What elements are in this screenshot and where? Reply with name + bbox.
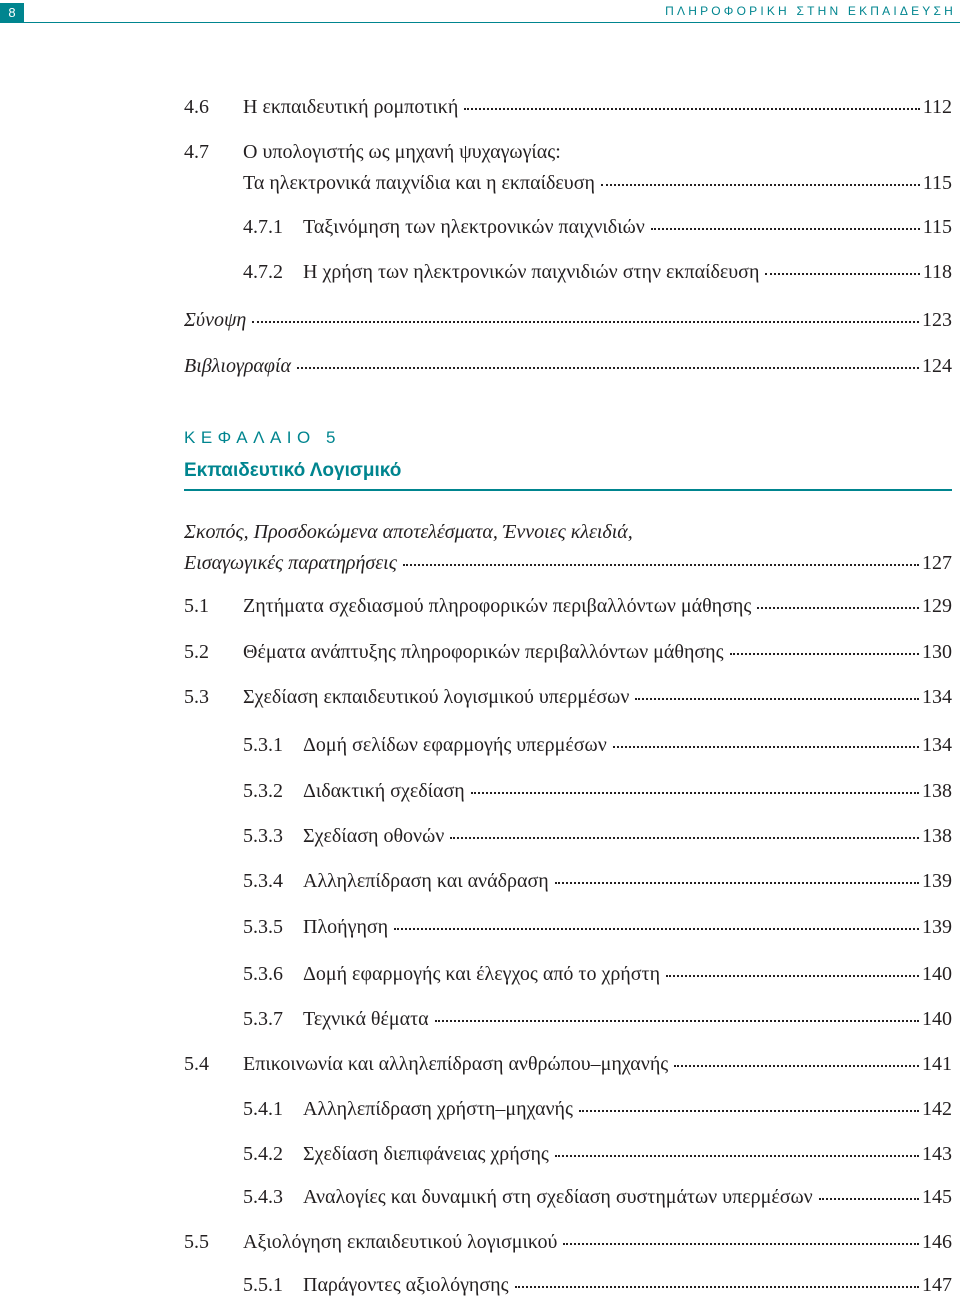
toc-title: Θέματα ανάπτυξης πληροφορικών περιβαλλόντων μάθησης: [243, 641, 724, 663]
dot-leader: [464, 107, 919, 110]
dot-leader: [252, 320, 919, 323]
toc-page: 138: [922, 780, 952, 802]
toc-entry: [0, 912, 960, 942]
toc-page: 123: [922, 309, 952, 331]
toc-number: 5.5.1: [243, 1274, 283, 1296]
toc-entry: [0, 351, 960, 381]
chapter-label: ΚΕΦΑΛΑΙΟ 5: [184, 428, 341, 447]
toc-entry: [0, 866, 960, 896]
running-head: ΠΛΗΡΟΦΟΡΙΚΗ ΣΤΗΝ ΕΚΠΑΙΔΕΥΣΗ: [665, 4, 956, 18]
toc-number: 5.3: [184, 686, 209, 708]
toc-title: Πλοήγηση: [303, 916, 389, 938]
toc-title: Βιβλιογραφία: [184, 355, 292, 377]
dot-leader: [579, 1109, 919, 1112]
dot-leader: [403, 563, 919, 566]
toc-number: 5.2: [184, 641, 209, 663]
toc-number: 5.3.5: [243, 916, 283, 938]
toc-number: 4.7.1: [243, 216, 283, 238]
dot-leader: [515, 1285, 919, 1288]
toc-title: Αξιολόγηση εκπαιδευτικού λογισμικού: [243, 1231, 558, 1253]
toc-title: Παράγοντες αξιολόγησης: [303, 1274, 509, 1296]
toc-entry: [0, 92, 960, 122]
toc-entry: [0, 548, 960, 578]
toc-page: 127: [922, 552, 952, 574]
toc-page: 115: [922, 172, 952, 194]
toc-number: 5.4: [184, 1053, 209, 1075]
toc-entry: [0, 1270, 960, 1300]
dot-leader: [471, 791, 919, 794]
toc-title: Τεχνικά θέματα: [303, 1008, 429, 1030]
toc-title: Ταξινόμηση των ηλεκτρονικών παιχνιδιών: [303, 216, 645, 238]
toc-title: Τα ηλεκτρονικά παιχνίδια και η εκπαίδευση: [243, 172, 595, 194]
page-header: [0, 0, 960, 22]
toc-number: 5.5: [184, 1231, 209, 1253]
dot-leader: [450, 836, 919, 839]
toc-entry: [0, 168, 960, 198]
header-rule: [0, 22, 960, 23]
toc-page: 139: [922, 870, 952, 892]
toc-number: 4.7: [184, 141, 209, 163]
toc-number: 5.4.2: [243, 1143, 283, 1165]
toc-title: Δομή εφαρμογής και έλεγχος από το χρήστη: [303, 963, 661, 985]
dot-leader: [555, 881, 919, 884]
toc-entry: [0, 1227, 960, 1257]
toc-entry: [0, 959, 960, 989]
toc-title: Η χρήση των ηλεκτρονικών παιχνιδιών στην εκπαίδευση: [303, 261, 760, 283]
toc-page: 134: [922, 734, 952, 756]
toc-entry: [0, 305, 960, 335]
dot-leader: [819, 1197, 919, 1200]
toc-page: 146: [922, 1231, 952, 1253]
toc-entry: [0, 730, 960, 760]
toc-page: 118: [922, 261, 952, 283]
toc-number: 5.3.4: [243, 870, 283, 892]
toc-title: Σχεδίαση εκπαιδευτικού λογισμικού υπερμέσων: [243, 686, 630, 708]
toc-page: 140: [922, 1008, 952, 1030]
dot-leader: [651, 227, 920, 230]
toc-number: 5.3.6: [243, 963, 283, 985]
toc-page: 112: [922, 96, 952, 118]
toc-title: Σύνοψη: [184, 309, 247, 331]
dot-leader: [297, 366, 919, 369]
dot-leader: [394, 927, 919, 930]
toc-entry: [0, 137, 960, 167]
toc-entry: [0, 637, 960, 667]
toc-number: 5.1: [184, 595, 209, 617]
toc-title: Αλληλεπίδραση χρήστη–μηχανής: [303, 1098, 573, 1120]
toc-page: 124: [922, 355, 952, 377]
dot-leader: [555, 1154, 919, 1157]
toc-number: 5.4.1: [243, 1098, 283, 1120]
dot-leader: [730, 652, 919, 655]
dot-leader: [674, 1064, 919, 1067]
dot-leader: [601, 183, 920, 186]
toc-number: 5.3.3: [243, 825, 283, 847]
dot-leader: [666, 974, 919, 977]
page-number: 8: [0, 3, 24, 22]
dot-leader: [613, 745, 919, 748]
toc-entry: [0, 1094, 960, 1124]
toc-number: 4.7.2: [243, 261, 283, 283]
toc-page: 115: [922, 216, 952, 238]
dot-leader: [757, 606, 919, 609]
toc-entry: [0, 1139, 960, 1169]
toc-title: Ζητήματα σχεδιασμού πληροφορικών περιβαλλόντων μάθησης: [243, 595, 752, 617]
toc-title: Σχεδίαση διεπιφάνειας χρήσης: [303, 1143, 549, 1165]
dot-leader: [765, 272, 919, 275]
toc-entry: [0, 591, 960, 621]
dot-leader: [563, 1242, 919, 1245]
chapter-rule: [184, 489, 952, 491]
toc-number: 5.3.1: [243, 734, 283, 756]
toc-page: 139: [922, 916, 952, 938]
toc-title: Σχεδίαση οθονών: [303, 825, 445, 847]
toc-page: 147: [922, 1274, 952, 1296]
chapter-intro-line1: Σκοπός, Προσδοκώμενα αποτελέσματα, Έννοιες κλειδιά,: [184, 521, 633, 543]
toc-number: 4.6: [184, 96, 209, 118]
toc-page: 142: [922, 1098, 952, 1120]
toc-title: Εισαγωγικές παρατηρήσεις: [184, 552, 397, 574]
toc-title: Η εκπαιδευτική ρομποτική: [243, 96, 459, 118]
toc-page: 141: [922, 1053, 952, 1075]
toc-entry: [0, 1049, 960, 1079]
toc-page: 143: [922, 1143, 952, 1165]
toc-page: 134: [922, 686, 952, 708]
toc-title: Επικοινωνία και αλληλεπίδραση ανθρώπου–μηχανής: [243, 1053, 669, 1075]
toc-entry: [0, 212, 960, 242]
toc-entry: [0, 682, 960, 712]
dot-leader: [435, 1019, 919, 1022]
toc-page: 138: [922, 825, 952, 847]
toc-number: 5.4.3: [243, 1186, 283, 1208]
toc-title: Διδακτική σχεδίαση: [303, 780, 465, 802]
toc-title: Δομή σελίδων εφαρμογής υπερμέσων: [303, 734, 607, 756]
toc-entry: [0, 1182, 960, 1212]
toc-number: 5.3.2: [243, 780, 283, 802]
toc-title: Αλληλεπίδραση και ανάδραση: [303, 870, 549, 892]
toc-entry: [0, 1004, 960, 1034]
toc-page: 145: [922, 1186, 952, 1208]
toc-number: 5.3.7: [243, 1008, 283, 1030]
toc-page: 129: [922, 595, 952, 617]
dot-leader: [635, 697, 919, 700]
toc-title: Αναλογίες και δυναμική στη σχεδίαση συστημάτων υπερμέσων: [303, 1186, 813, 1208]
toc-entry: [0, 257, 960, 287]
toc-title: Ο υπολογιστής ως μηχανή ψυχαγωγίας:: [243, 141, 561, 163]
toc-entry: [0, 821, 960, 851]
chapter-title: Εκπαιδευτικό Λογισμικό: [184, 460, 402, 481]
toc-entry: [0, 776, 960, 806]
toc-page: 140: [922, 963, 952, 985]
toc-page: 130: [922, 641, 952, 663]
